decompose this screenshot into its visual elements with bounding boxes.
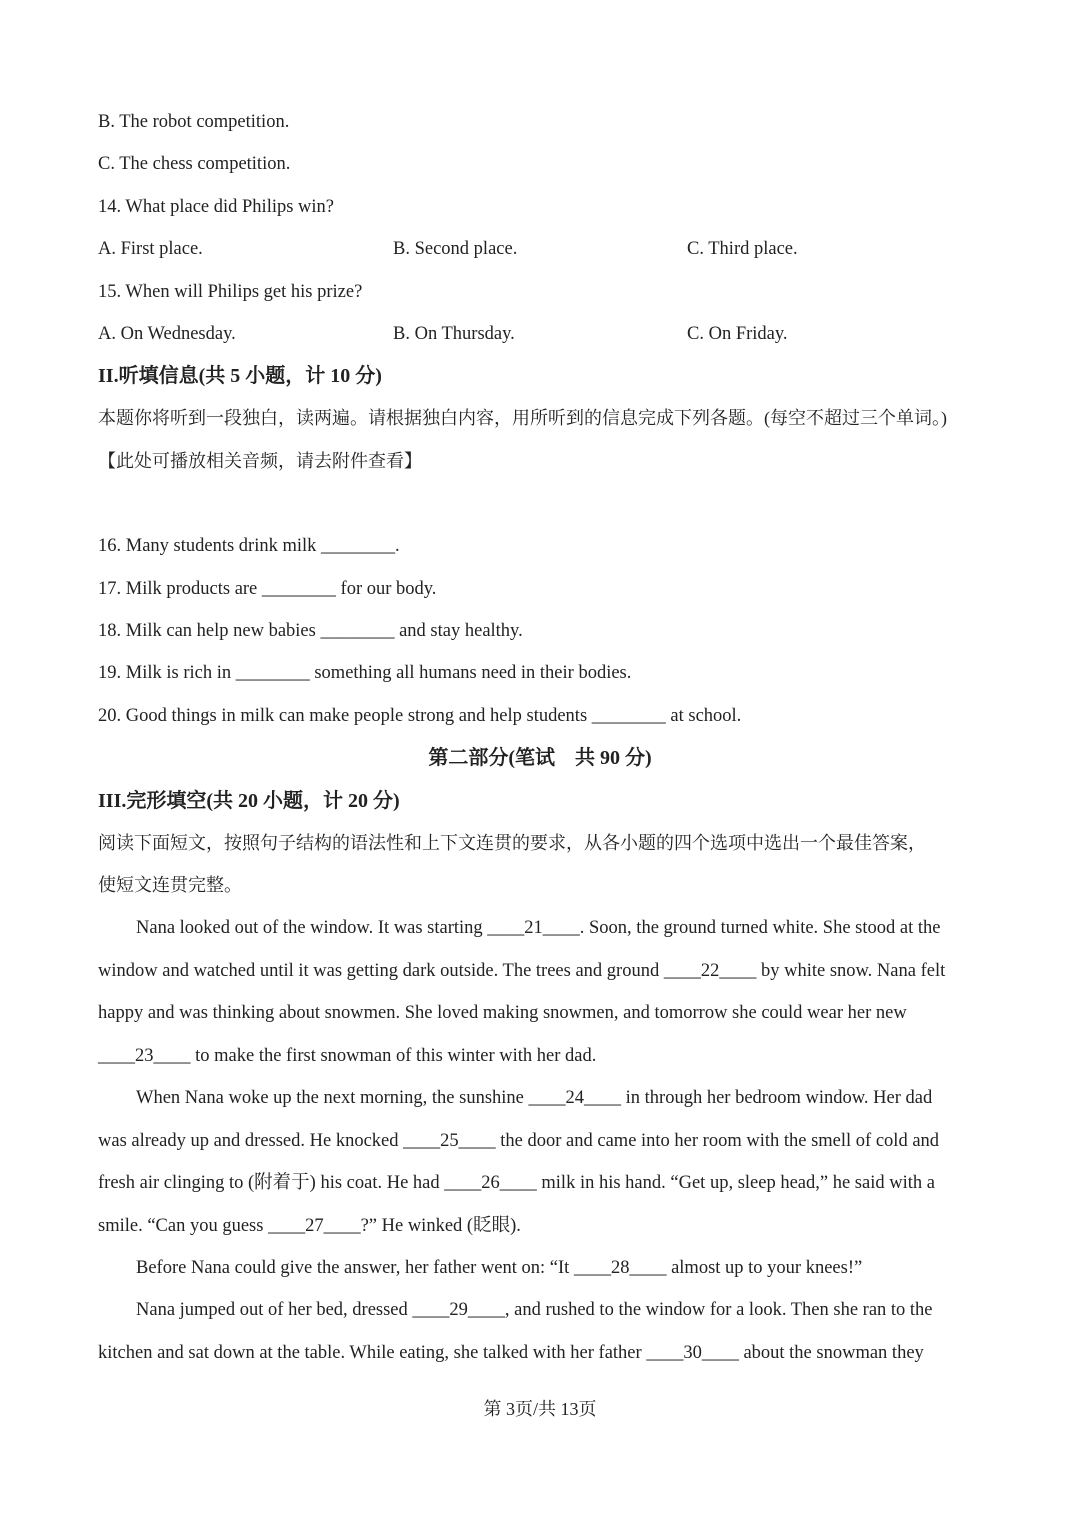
fill-text: at school. [665, 706, 742, 726]
passage-text: Nana looked out of the window. It was starting [136, 918, 488, 938]
q14-question: 14. What place did Philips win? [98, 197, 335, 217]
passage-text: about the snowman they [738, 1343, 924, 1363]
fill-item-17 [98, 580, 436, 599]
passage-text: the door and came into her room with the smell of cold and [495, 1131, 940, 1151]
passage-line [98, 1217, 521, 1236]
passage-text: was already up and dressed. He knocked [98, 1131, 404, 1151]
passage-text: When Nana woke up the next morning, the sunshine [136, 1088, 529, 1108]
passage-line [98, 1004, 907, 1023]
passage-line [98, 1047, 596, 1066]
q15-question: 15. When will Philips get his prize? [98, 282, 363, 302]
fill-item-16 [98, 537, 400, 556]
q15-option-b: B. On Thursday. [393, 324, 515, 344]
passage-line [98, 1344, 924, 1363]
fill-text: for our body. [335, 579, 437, 599]
passage-text: by white snow. Nana felt [756, 961, 946, 981]
cloze-blank[interactable]: ____22____ [663, 961, 757, 981]
part-2-title: 第二部分(笔试 共 90 分) [428, 747, 652, 769]
fill-text: 18. Milk can help new babies [98, 621, 321, 641]
fill-text: 16. Many students drink milk [98, 536, 322, 556]
fill-text: 20. Good things in milk can make people strong and help students [98, 706, 592, 726]
passage-text: happy and was thinking about snowmen. She loved making snowmen, and tomorrow she could wear her new [98, 1003, 907, 1023]
section-3-instruction-line-1: 阅读下面短文，按照句子结构的语法性和上下文连贯的要求，从各小题的四个选项中选出一个最佳答案， [98, 833, 926, 853]
cloze-blank[interactable]: ____27____ [268, 1216, 361, 1236]
section-3-instruction-line-2: 使短文连贯完整。 [98, 875, 242, 895]
passage-line [98, 962, 945, 981]
passage-text: kitchen and sat down at the table. While eating, she talked with her father [98, 1343, 647, 1363]
fill-item-18 [98, 622, 523, 641]
fill-item-19 [98, 664, 631, 683]
cloze-blank[interactable]: ____21____ [487, 918, 580, 938]
cloze-blank[interactable]: ____26____ [444, 1173, 537, 1193]
fill-item-20 [98, 707, 741, 726]
section-2-title: II.听填信息(共 5 小题，计 10 分) [98, 365, 382, 387]
passage-text: window and watched until it was getting dark outside. The trees and ground [98, 961, 664, 981]
page-footer: 第 3页/共 13页 [483, 1399, 597, 1419]
section-3-title: III.完形填空(共 20 小题，计 20 分) [98, 790, 400, 812]
passage-text: to make the first snowman of this winter with her dad. [190, 1046, 597, 1066]
q14-option-c: C. Third place. [687, 239, 798, 259]
passage-text: fresh air clinging to (附着于) his coat. He had [98, 1173, 445, 1193]
passage-text: milk in his hand. “Get up, sleep head,” he said with a [536, 1173, 935, 1193]
passage-line [136, 1259, 862, 1278]
section-2-instruction: 本题你将听到一段独白，读两遍。请根据独白内容，用所听到的信息完成下列各题。(每空不超过三个单词。) [98, 408, 947, 428]
cloze-blank[interactable]: ____23____ [98, 1046, 191, 1066]
fill-text: 17. Milk products are [98, 579, 262, 599]
passage-line [136, 1301, 933, 1320]
passage-text: ?” He winked (眨眼). [360, 1216, 521, 1236]
passage-text: , and rushed to the window for a look. Then she ran to the [504, 1300, 933, 1320]
q14-option-b: B. Second place. [393, 239, 518, 259]
answer-blank[interactable]: ________ [321, 536, 396, 556]
passage-line [136, 1089, 932, 1108]
passage-text: . Soon, the ground turned white. She stood at the [579, 918, 941, 938]
passage-line [136, 919, 940, 938]
passage-line [98, 1132, 939, 1151]
fill-text: 19. Milk is rich in [98, 663, 236, 683]
cloze-blank[interactable]: ____28____ [573, 1258, 667, 1278]
fill-text: something all humans need in their bodies. [309, 663, 632, 683]
cloze-blank[interactable]: ____29____ [412, 1300, 505, 1320]
passage-text: almost up to your knees!” [666, 1258, 863, 1278]
passage-text: Nana jumped out of her bed, dressed [136, 1300, 413, 1320]
passage-line [98, 1174, 935, 1193]
passage-text: Before Nana could give the answer, her father went on: “It [136, 1258, 574, 1278]
cloze-blank[interactable]: ____30____ [646, 1343, 739, 1363]
audio-note: 【此处可播放相关音频，请去附件查看】 [98, 451, 422, 471]
fill-text: and stay healthy. [394, 621, 523, 641]
cloze-blank[interactable]: ____25____ [403, 1131, 496, 1151]
answer-blank[interactable]: ________ [320, 621, 395, 641]
answer-blank[interactable]: ________ [591, 706, 666, 726]
answer-blank[interactable]: ________ [235, 663, 310, 683]
q15-option-a: A. On Wednesday. [98, 324, 236, 344]
passage-text: in through her bedroom window. Her dad [621, 1088, 933, 1108]
cloze-blank[interactable]: ____24____ [528, 1088, 622, 1108]
answer-blank[interactable]: ________ [261, 579, 336, 599]
fill-text: . [395, 536, 400, 556]
q13-option-c: C. The chess competition. [98, 154, 291, 174]
q14-option-a: A. First place. [98, 239, 203, 259]
q15-option-c: C. On Friday. [687, 324, 788, 344]
passage-text: smile. “Can you guess [98, 1216, 269, 1236]
q13-option-b: B. The robot competition. [98, 112, 290, 132]
